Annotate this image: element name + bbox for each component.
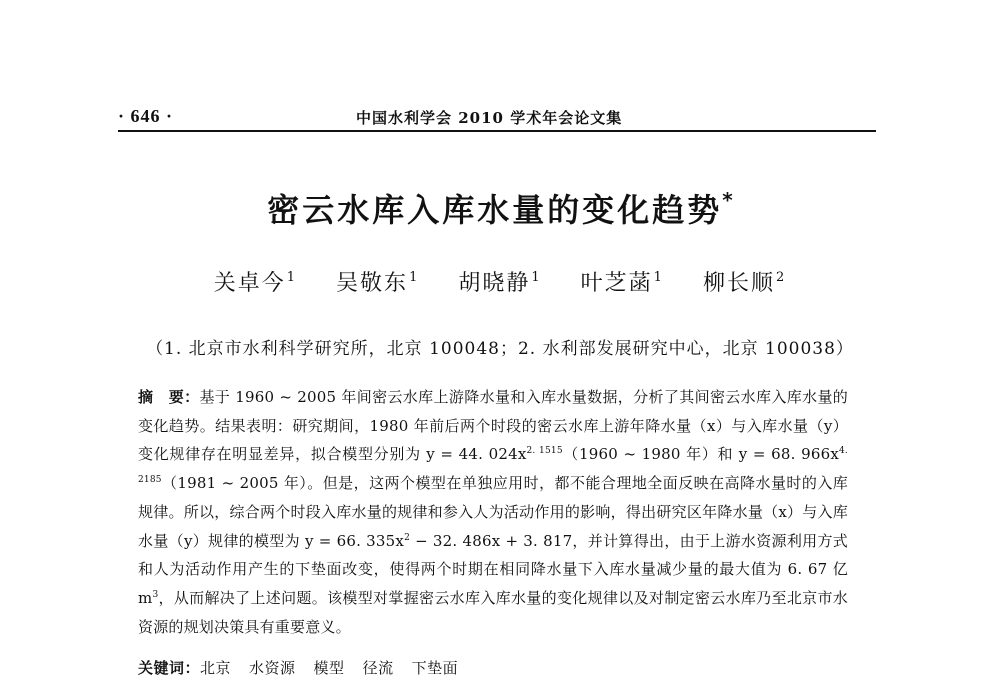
author-affiliation-mark: 1 xyxy=(531,270,542,285)
formula-exponent: 2. 1515 xyxy=(526,446,563,457)
author-name: 胡晓静 xyxy=(458,271,531,296)
author-name: 关卓今 xyxy=(213,271,286,296)
abstract-label: 摘 要： xyxy=(138,388,200,406)
header-rule xyxy=(118,130,876,132)
author-name: 叶芝菡 xyxy=(580,271,653,296)
keyword: 下垫面 xyxy=(411,659,459,677)
unit-exponent: 3 xyxy=(152,589,159,600)
title-footnote-marker: * xyxy=(722,188,733,212)
keywords xyxy=(138,656,848,680)
abstract-text: − 32. 486x + 3. 817，并计算得出，由于上游水资源利用方式和人为活动作用产生的下垫面改变，使得两个时期在相同降水量下入库水量减少量的最大值为 6. 67 亿 m xyxy=(138,531,848,607)
author-list xyxy=(0,266,1000,297)
paper-title-text: 密云水库入库水量的变化趋势 xyxy=(267,191,723,229)
author-affiliation-mark: 1 xyxy=(286,270,298,285)
keywords-label: 关键词： xyxy=(138,659,201,677)
author-name: 柳长顺 xyxy=(702,271,775,296)
keyword: 模型 xyxy=(313,659,345,677)
abstract-text: 基于 1960 ~ 2005 年间密云水库上游降水量和入库水量数据，分析了其间密云水库入库水量的变化趋势。结果表明：研究期间，1980 年前后两个时段的密云水库上游年降水量（x）与入库水量（y）变化规律存在明显差异，拟合模型分别为 y = 44. 024x xyxy=(138,388,848,464)
abstract xyxy=(138,383,848,641)
author xyxy=(458,266,541,297)
affiliations: （1. 北京市水利科学研究所，北京 100048；2. 水利部发展研究中心，北京 100038） xyxy=(146,339,854,359)
abstract-text: （1960 ~ 1980 年）和 y = 68. 966x xyxy=(562,445,839,464)
keyword: 水资源 xyxy=(249,659,296,677)
author xyxy=(703,266,786,297)
author xyxy=(581,266,664,297)
keyword: 径流 xyxy=(362,659,394,677)
page-number: · 646 · xyxy=(118,106,174,126)
formula-exponent: 4. 2185 xyxy=(138,446,848,486)
author xyxy=(214,266,297,297)
author xyxy=(336,266,419,297)
journal-title: 中国水利学会 2010 学术年会论文集 xyxy=(356,109,623,127)
author-affiliation-mark: 1 xyxy=(409,270,420,285)
paper-title xyxy=(0,185,1000,231)
author-name: 吴敬东 xyxy=(336,271,409,296)
formula-exponent: 2 xyxy=(404,532,410,543)
author-affiliation-mark: 2 xyxy=(775,270,787,285)
author-affiliation-mark: 1 xyxy=(653,270,664,285)
keyword: 北京 xyxy=(200,659,232,677)
abstract-text: （1981 ~ 2005 年）。但是，这两个模型在单独应用时，都不能合理地全面反映在高降水量时的入库规律。所以，综合两个时段入库水量的规律和参入人为活动作用的影响，得出研究区年降水量（x）与入库水量（y）规律的模型为 y = 66. 335x xyxy=(138,474,848,550)
abstract-text: ，从而解决了上述问题。该模型对掌握密云水库入库水量的变化规律以及对制定密云水库乃至北京市水资源的规划决策具有重要意义。 xyxy=(138,588,848,636)
running-header xyxy=(118,104,878,132)
